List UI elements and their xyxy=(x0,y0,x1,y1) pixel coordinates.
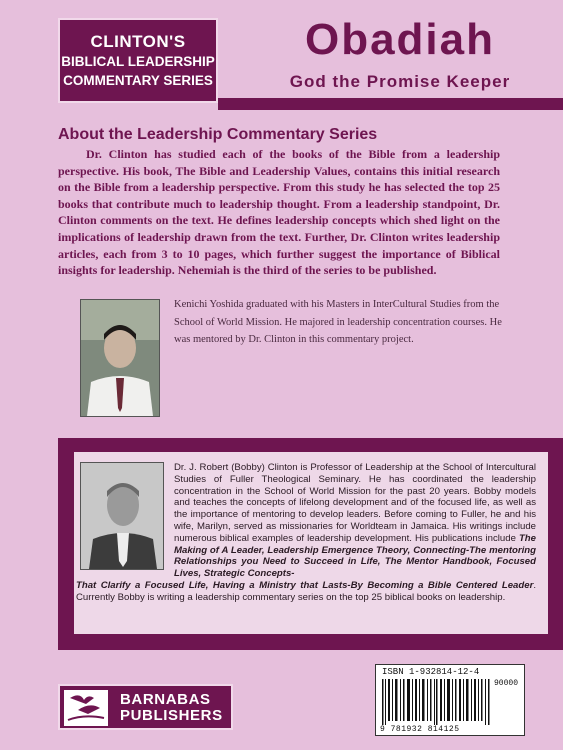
book-subtitle: God the Promise Keeper xyxy=(289,72,511,91)
barcode-digits: 9 781932 814125 xyxy=(380,725,460,734)
bobby-bio-titles-b: That Clarify a Focused Life, Having a Ministry that Lasts-By Becoming a Bible Centered Leader xyxy=(76,579,534,591)
kenichi-photo xyxy=(80,299,160,417)
kenichi-bio: Kenichi Yoshida graduated with his Masters in InterCultural Studies from the School of World Mission. He majored in leadership concentration courses. He was mentored by Dr. Clinton in this commentary project. xyxy=(174,299,502,345)
isbn-barcode xyxy=(375,664,525,736)
bobby-photo xyxy=(80,462,164,570)
about-heading: About the Leadership Commentary Series xyxy=(58,126,378,143)
series-line-2: BIBLICAL LEADERSHIP xyxy=(61,53,215,69)
about-body: Dr. Clinton has studied each of the books of the Bible from a leadership perspective. His book, The Bible and Leadership Values, contains this initial research on the Bible from a leadership perspective. From this study he has selected the top 25 books that contribute much to leadership thought. From a leadership standpoint, Dr. Clinton comments on the text. He defines leadership concepts which shed light on the implications of leadership drawn from the text. Further, Dr. Clinton writes leadership articles, each from 3 to 10 pages, which further suggest the importance of Biblical insights for leadership. Nehemiah is the third of the series to be published. xyxy=(58,147,500,278)
header-divider-bar xyxy=(218,98,563,110)
bobby-bio xyxy=(76,462,536,604)
book-title: Obadiah xyxy=(304,15,496,64)
bobby-bio-titles-a: The Making of A Leader, Leadership Emergence Theory, Connecting-The mentoring Relationships you Need to Succeed in Life, The Mentor Handbook, Focused Lives, Strategic Concepts- xyxy=(174,532,536,580)
bobby-bio-text-2: . Currently Bobby is writing a leadership commentary series on the top 25 biblical books on leadership. xyxy=(76,579,536,603)
bobby-bio-continued xyxy=(76,580,536,604)
series-title-box xyxy=(58,18,218,103)
price-code: 90000 xyxy=(493,679,518,688)
series-line-3: COMMENTARY SERIES xyxy=(63,72,213,88)
bobby-bio-text-1: Dr. J. Robert (Bobby) Clinton is Professor of Leadership at the School of Intercultural Studies of Fuller Theological Seminary. He has coordinated the leadership concentration in the School of World Mission for the past 20 years. Bobby models and teaches the concepts of lifelong development and of the focused life, as well as the importance of mentoring to develop leaders. Before coming to Fuller, he and his wife, Marilyn, served as missionaries for Worldteam in Jamaica. His writings include numerous biblical examples of leadership development. His publications include xyxy=(174,462,536,544)
isbn-number: ISBN 1-932814-12-4 xyxy=(382,667,480,677)
series-line-1: CLINTON'S xyxy=(90,31,186,51)
publisher-name xyxy=(120,692,223,724)
publisher-line-1: BARNABAS xyxy=(120,691,211,708)
barcode-bars-icon xyxy=(382,679,492,725)
publisher-line-2: PUBLISHERS xyxy=(120,707,223,724)
barnabas-logo-icon xyxy=(64,690,108,726)
publisher-badge xyxy=(58,684,233,730)
